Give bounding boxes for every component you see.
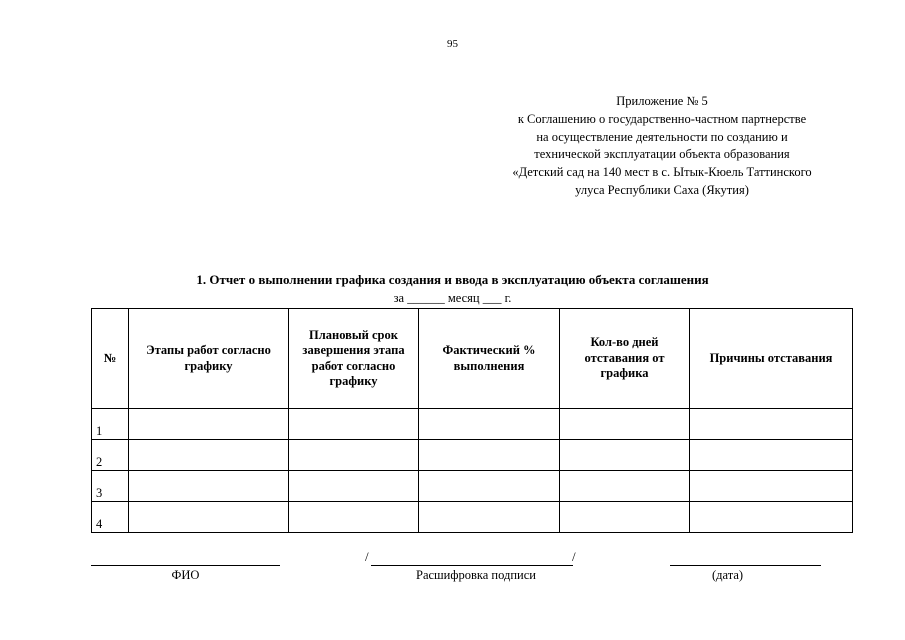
table-cell xyxy=(289,502,419,533)
column-header-delay-days: Кол-во дней отставания от графика xyxy=(560,309,690,409)
table-cell xyxy=(419,471,560,502)
row-number: 1 xyxy=(92,409,129,440)
table-cell xyxy=(560,409,690,440)
table-cell xyxy=(289,440,419,471)
fio-label: ФИО xyxy=(171,568,200,582)
appendix-line: технической эксплуатации объекта образования xyxy=(534,147,790,162)
table-cell xyxy=(560,471,690,502)
table-row xyxy=(92,502,853,533)
column-header-delay-reasons: Причины отставания xyxy=(690,309,853,409)
table-row xyxy=(92,471,853,502)
signature-decoding-label: Расшифровка подписи xyxy=(416,568,536,582)
appendix-line: на осуществление деятельности по созданию и xyxy=(536,129,788,144)
table-cell xyxy=(419,502,560,533)
table-cell xyxy=(129,502,289,533)
signature-slash-left: / xyxy=(365,549,369,564)
column-header-stages: Этапы работ согласно графику xyxy=(129,309,289,409)
appendix-header xyxy=(472,93,852,200)
row-number: 3 xyxy=(92,471,129,502)
appendix-line: «Детский сад на 140 мест в с. Ытык-Кюель Таттинского xyxy=(512,165,812,180)
appendix-line: улуса Республики Саха (Якутия) xyxy=(575,182,749,197)
table-cell xyxy=(129,409,289,440)
column-header-number: № xyxy=(92,309,129,409)
table-cell xyxy=(560,502,690,533)
table-cell xyxy=(289,409,419,440)
row-number: 2 xyxy=(92,440,129,471)
table-cell xyxy=(129,440,289,471)
signature-decoding-line xyxy=(371,565,573,566)
report-title: 1. Отчет о выполнении графика создания и ввода в эксплуатацию объекта соглашения xyxy=(196,272,709,287)
table-cell xyxy=(690,471,853,502)
table-cell xyxy=(289,471,419,502)
table-cell xyxy=(419,440,560,471)
table-row xyxy=(92,440,853,471)
page-number: 95 xyxy=(447,38,458,50)
table-cell xyxy=(129,471,289,502)
report-period: за ______ месяц ___ г. xyxy=(393,291,512,305)
appendix-line: к Соглашению о государственно-частном партнерстве xyxy=(517,111,807,126)
row-number: 4 xyxy=(92,502,129,533)
table-cell xyxy=(560,440,690,471)
table-cell xyxy=(690,502,853,533)
table-cell xyxy=(419,409,560,440)
table-row xyxy=(92,409,853,440)
table-cell xyxy=(690,409,853,440)
appendix-line: Приложение № 5 xyxy=(616,94,708,108)
column-header-planned-deadline: Плановый срок завершения этапа работ согласно графику xyxy=(289,309,419,409)
fio-line xyxy=(91,565,280,566)
table-header-row xyxy=(92,309,853,409)
date-label: (дата) xyxy=(711,568,744,582)
column-header-actual-percent: Фактический % выполнения xyxy=(419,309,560,409)
report-table xyxy=(91,308,853,533)
date-line xyxy=(670,565,821,566)
signature-slash-right: / xyxy=(572,549,576,564)
table-cell xyxy=(690,440,853,471)
